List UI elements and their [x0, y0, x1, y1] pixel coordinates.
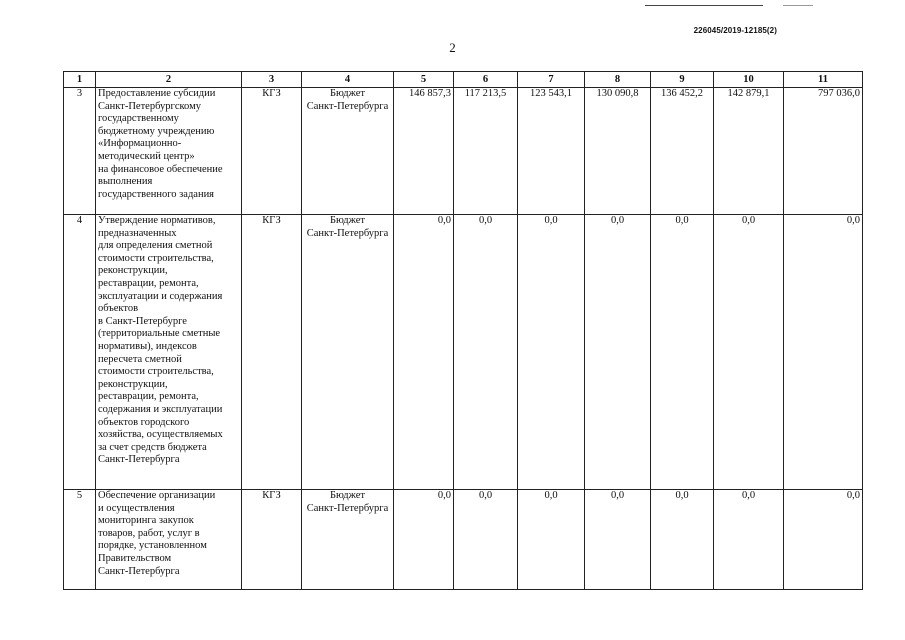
activity-name-line: реставрации, ремонта,	[98, 391, 199, 403]
top-rule-short	[783, 5, 813, 6]
activity-name-line: стоимости строительства,	[98, 252, 214, 264]
col-header: 6	[454, 72, 518, 88]
funding-source-line: Бюджет	[329, 215, 366, 226]
activity-name-line: хозяйства, осуществляемых	[98, 429, 223, 441]
activity-name-line: государственному	[98, 113, 179, 125]
amount-col-6: 0,0	[454, 215, 518, 490]
activity-name-line: Санкт-Петербурга	[98, 454, 180, 466]
activity-name-line: Обеспечение организации	[98, 490, 216, 501]
activity-name-line: Предоставление субсидии	[98, 88, 216, 99]
executor: КГЗ	[242, 490, 302, 590]
col-header: 4	[302, 72, 394, 88]
activity-name-line: предназначенных	[98, 227, 177, 239]
activity-name-line: реконструкции,	[98, 378, 168, 390]
activity-name-line: объектов	[98, 303, 139, 315]
amount-col-6: 0,0	[454, 490, 518, 590]
row-number: 5	[64, 490, 96, 590]
activity-name-line: методический центр»	[98, 150, 195, 162]
activity-name-line: реконструкции,	[98, 265, 168, 277]
activity-name-line: за счет средств бюджета	[98, 441, 207, 453]
funding-source-line: Бюджет	[329, 88, 366, 99]
top-rule	[645, 5, 763, 6]
amount-col-7: 123 543,1	[518, 88, 585, 215]
table-row	[64, 215, 863, 490]
col-header: 2	[96, 72, 242, 88]
activity-name-line: мониторинга закупок	[98, 515, 194, 527]
amount-col-7: 0,0	[518, 490, 585, 590]
col-header: 1	[64, 72, 96, 88]
document-id: 226045/2019-12185(2)	[693, 26, 777, 35]
col-header: 3	[242, 72, 302, 88]
amount-col-7: 0,0	[518, 215, 585, 490]
funding-source	[302, 215, 394, 490]
activity-name-line: содержания и эксплуатации	[98, 403, 223, 415]
activity-name	[96, 88, 242, 215]
amount-col-8: 0,0	[585, 215, 651, 490]
amount-col-8: 130 090,8	[585, 88, 651, 215]
activity-name-line: и осуществления	[98, 502, 175, 514]
amount-col-9: 136 452,2	[651, 88, 714, 215]
col-header: 5	[394, 72, 454, 88]
activity-name-line: реставрации, ремонта,	[98, 277, 199, 289]
page-number: 2	[449, 40, 456, 55]
col-header: 9	[651, 72, 714, 88]
amount-col-9: 0,0	[651, 490, 714, 590]
amount-col-10: 0,0	[714, 490, 784, 590]
amount-col-10: 142 879,1	[714, 88, 784, 215]
activity-name-line: Санкт-Петербурга	[98, 565, 180, 577]
amount-col-5: 0,0	[394, 215, 454, 490]
activity-name	[96, 490, 242, 590]
activity-name-line: эксплуатации и содержания	[98, 290, 223, 302]
activity-name-line: стоимости строительства,	[98, 366, 214, 378]
activity-name-line: Утверждение нормативов,	[98, 215, 216, 226]
budget-table	[63, 71, 863, 590]
activity-name-line: Правительством	[98, 552, 172, 564]
activity-name-line: для определения сметной	[98, 240, 213, 252]
amount-col-6: 117 213,5	[454, 88, 518, 215]
activity-name-line: объектов городского	[98, 416, 190, 428]
amount-col-5: 146 857,3	[394, 88, 454, 215]
amount-col-11: 0,0	[784, 490, 863, 590]
table-row	[64, 88, 863, 215]
executor: КГЗ	[242, 88, 302, 215]
header-row	[64, 72, 863, 88]
activity-name-line: (территориальные сметные	[98, 328, 221, 340]
activity-name-line: нормативы), индексов	[98, 340, 197, 352]
funding-source-line: Бюджет	[329, 490, 366, 501]
col-header: 10	[714, 72, 784, 88]
amount-col-11: 0,0	[784, 215, 863, 490]
funding-source-line: Санкт-Петербурга	[306, 502, 389, 514]
col-header: 11	[784, 72, 863, 88]
activity-name	[96, 215, 242, 490]
activity-name-line: пересчета сметной	[98, 353, 182, 365]
col-header: 7	[518, 72, 585, 88]
amount-col-5: 0,0	[394, 490, 454, 590]
activity-name-line: товаров, работ, услуг в	[98, 527, 200, 539]
amount-col-9: 0,0	[651, 215, 714, 490]
activity-name-line: на финансовое обеспечение	[98, 163, 223, 175]
funding-source-line: Санкт-Петербурга	[306, 227, 389, 239]
activity-name-line: Санкт-Петербургскому	[98, 100, 201, 112]
activity-name-line: «Информационно-	[98, 138, 182, 150]
executor: КГЗ	[242, 215, 302, 490]
table-row	[64, 490, 863, 590]
amount-col-8: 0,0	[585, 490, 651, 590]
funding-source	[302, 490, 394, 590]
activity-name-line: в Санкт-Петербурге	[98, 315, 187, 327]
activity-name-line: выполнения	[98, 176, 153, 188]
funding-source	[302, 88, 394, 215]
funding-source-line: Санкт-Петербурга	[306, 100, 389, 112]
activity-name-line: порядке, установленном	[98, 540, 207, 552]
activity-name-line: государственного задания	[98, 188, 215, 200]
row-number: 4	[64, 215, 96, 490]
amount-col-11: 797 036,0	[784, 88, 863, 215]
row-number: 3	[64, 88, 96, 215]
amount-col-10: 0,0	[714, 215, 784, 490]
activity-name-line: бюджетному учреждению	[98, 125, 215, 137]
col-header: 8	[585, 72, 651, 88]
